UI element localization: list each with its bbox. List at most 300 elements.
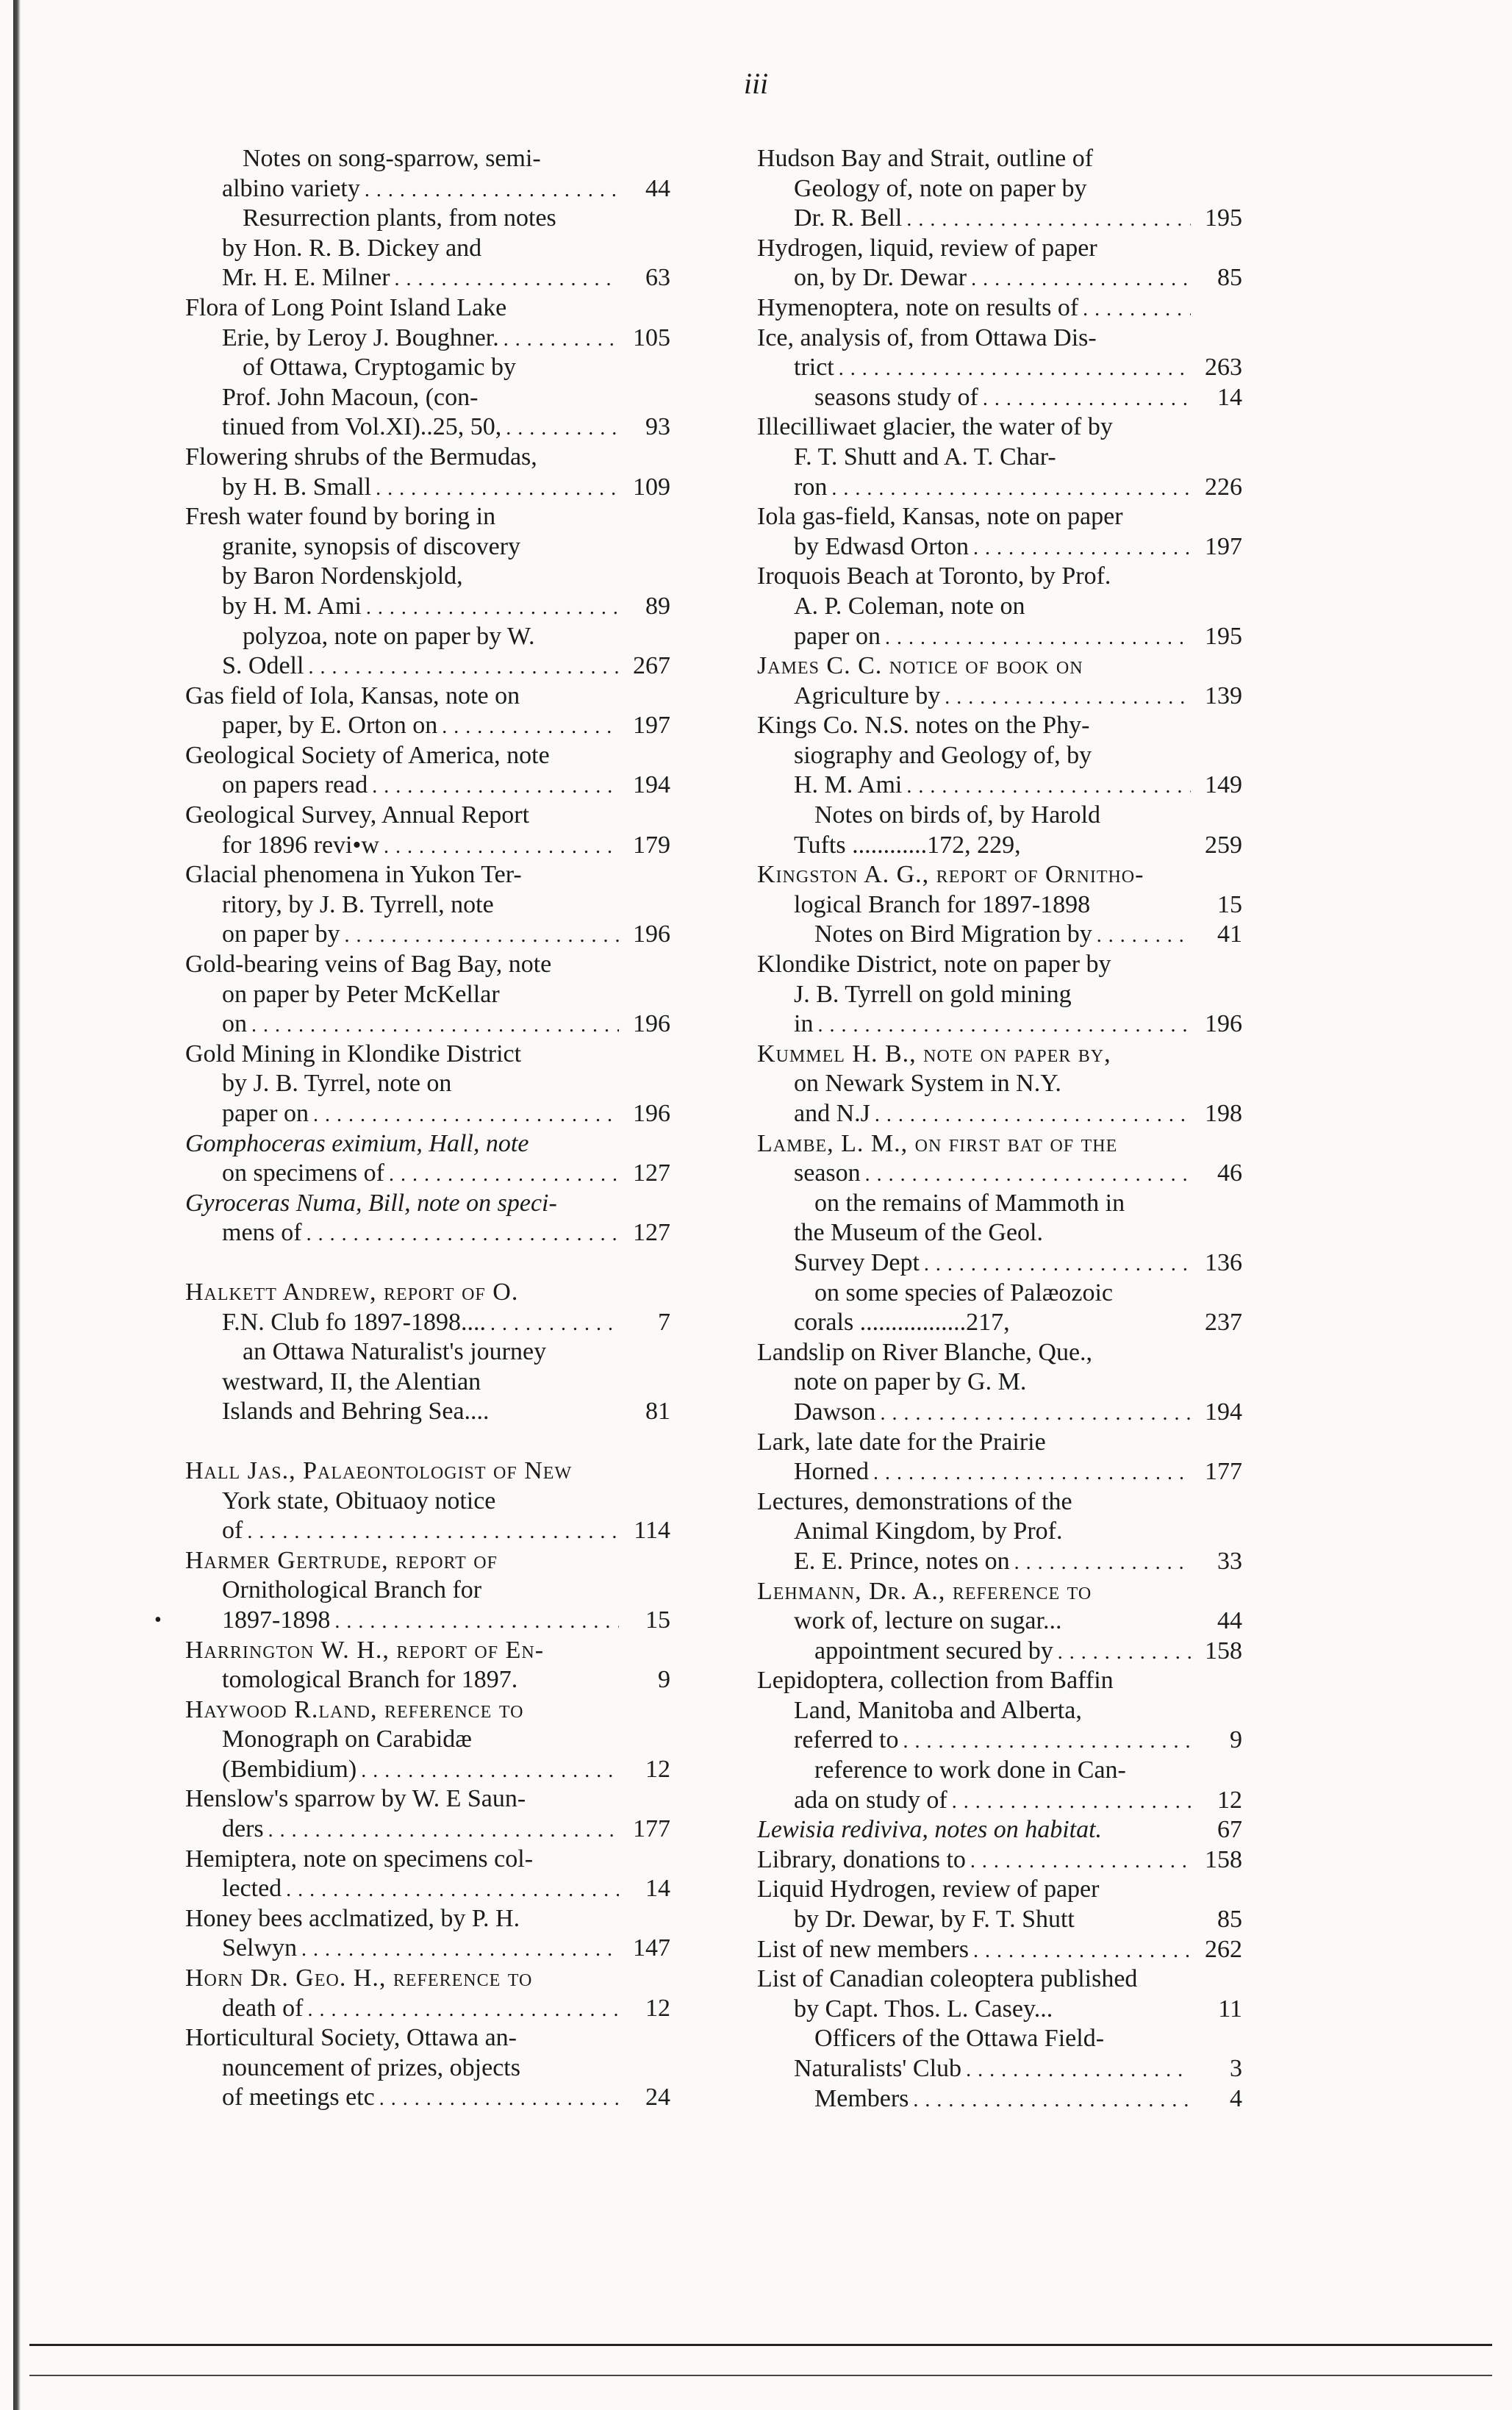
index-entry-line — [757, 1398, 1242, 1428]
entry-text: Iroquois Beach at Toronto, by Prof. — [757, 562, 1111, 590]
page-reference: 44 — [1217, 1607, 1242, 1635]
index-entry-line — [185, 1636, 670, 1666]
index-entry-line — [757, 443, 1242, 473]
index-entry-line — [185, 353, 670, 383]
entry-text: Lark, late date for the Prairie — [757, 1428, 1046, 1456]
page-reference: 177 — [1205, 1458, 1242, 1486]
entry-text: Prof. John Macoun, (con- — [222, 383, 479, 411]
entry-text: by Dr. Dewar, by F. T. Shutt — [794, 1906, 1075, 1934]
page-reference: 196 — [633, 920, 670, 948]
entry-text: albino variety — [222, 174, 360, 202]
entry-text: List of Canadian coleoptera published — [757, 1965, 1138, 1993]
entry-text: by J. B. Tyrrel, note on — [222, 1070, 452, 1098]
index-entry-line — [185, 1546, 670, 1576]
dot-leader — [973, 532, 1191, 564]
entry-text: James C. C. notice of book on — [757, 652, 1083, 680]
entry-text: Animal Kingdom, by Prof. — [794, 1517, 1063, 1545]
index-entry-line — [185, 1994, 670, 2024]
entry-text: List of new members — [757, 1935, 969, 1963]
index-entry — [185, 1278, 670, 1337]
index-entry-line — [185, 323, 670, 354]
entry-text: on some species of Palæozoic — [814, 1279, 1114, 1306]
page-reference: 196 — [1205, 1010, 1242, 1038]
entry-text: Members — [814, 2084, 909, 2112]
entry-text: Tufts ............172, 229, — [794, 831, 1021, 859]
entry-text: Land, Manitoba and Alberta, — [794, 1696, 1082, 1724]
entry-text: on — [222, 1010, 247, 1038]
index-entry — [185, 622, 670, 682]
dot-leader — [970, 1845, 1191, 1877]
entry-text: Honey bees acclmatized, by P. H. — [185, 1904, 520, 1932]
index-entry — [185, 741, 670, 801]
index-entry-line — [185, 1784, 670, 1814]
entry-text: on the remains of Mammoth in — [814, 1189, 1125, 1217]
index-entry — [757, 502, 1242, 562]
page-reference: 9 — [1230, 1726, 1242, 1754]
page-reference: 149 — [1205, 771, 1242, 799]
dot-leader — [1097, 920, 1191, 951]
entry-text: of — [222, 1517, 243, 1545]
entry-text: an Ottawa Naturalist's journey — [243, 1338, 547, 1366]
dot-leader — [376, 473, 619, 504]
index-entry — [185, 443, 670, 502]
index-entry — [757, 1279, 1242, 1338]
page-reference: 196 — [633, 1100, 670, 1127]
index-entry-line — [185, 1367, 670, 1398]
entry-text: by Hon. R. B. Dickey and — [222, 234, 482, 262]
page-reference: 81 — [645, 1398, 670, 1426]
index-entry-line — [757, 1815, 1242, 1845]
index-entry — [757, 1487, 1242, 1577]
entry-text: Haywood R.land, reference to — [185, 1695, 524, 1723]
index-entry-line — [757, 741, 1242, 771]
page-reference: 41 — [1217, 920, 1242, 948]
index-entry-line — [185, 1755, 670, 1785]
entry-text: ritory, by J. B. Tyrrell, note — [222, 890, 494, 918]
dot-leader — [971, 263, 1191, 295]
entry-text: Officers of the Ottawa Field- — [814, 2025, 1105, 2053]
index-entry-line — [757, 2054, 1242, 2084]
index-entry-line — [757, 1279, 1242, 1309]
binding-edge — [13, 0, 21, 2410]
entry-text: Geological Society of America, note — [185, 741, 550, 769]
index-entry — [757, 412, 1242, 502]
dot-leader — [1083, 293, 1191, 325]
index-entry-line — [757, 1696, 1242, 1726]
index-entry — [757, 1637, 1242, 1667]
index-entry-line — [185, 383, 670, 413]
dot-leader — [952, 1786, 1191, 1817]
entry-text: Mr. H. E. Milner — [222, 264, 390, 292]
index-entry-line — [757, 890, 1242, 920]
dot-leader — [875, 1099, 1191, 1131]
dot-leader — [334, 1606, 619, 1637]
index-entry-line — [757, 1308, 1242, 1338]
entry-text: by H. B. Small — [222, 473, 372, 501]
index-entry-line — [185, 263, 670, 293]
dot-leader — [913, 2084, 1191, 2116]
index-entry-line — [757, 323, 1242, 354]
index-entry-line — [185, 1606, 670, 1636]
entry-text: Horned — [794, 1458, 869, 1486]
index-entry — [757, 1040, 1242, 1129]
index-entry-line — [185, 1218, 670, 1248]
entry-text: Fresh water found by boring in — [185, 503, 496, 531]
index-entry-line — [757, 1428, 1242, 1458]
entry-text: by Baron Nordenskjold, — [222, 562, 463, 590]
index-entry — [757, 323, 1242, 383]
index-entry-line — [757, 1875, 1242, 1905]
page-reference: 177 — [633, 1815, 670, 1843]
index-entry-line — [185, 1934, 670, 1964]
dot-leader — [308, 651, 619, 683]
entry-text: Flowering shrubs of the Bermudas, — [185, 443, 537, 471]
page-reference: 12 — [1217, 1786, 1242, 1814]
entry-text: Hemiptera, note on specimens col- — [185, 1845, 534, 1873]
index-entry-line — [185, 1725, 670, 1755]
index-entry — [757, 1935, 1242, 1965]
page-reference: 3 — [1230, 2055, 1242, 2082]
index-entry-line — [757, 1935, 1242, 1965]
entry-text: Resurrection plants, from notes — [243, 204, 556, 232]
index-entry-line — [185, 1278, 670, 1308]
index-entry-line — [757, 1637, 1242, 1667]
entry-text: J. B. Tyrrell on gold mining — [794, 980, 1072, 1008]
dot-leader — [1014, 1547, 1191, 1578]
dot-leader — [247, 1516, 619, 1548]
index-entry-line — [185, 2053, 670, 2084]
entry-text: Islands and Behring Sea.... — [222, 1398, 490, 1426]
dot-leader — [307, 1994, 619, 2025]
entry-text: lected — [222, 1875, 282, 1903]
index-entry-line — [185, 801, 670, 831]
index-column-right — [757, 144, 1242, 2114]
entry-text: Dr. R. Bell — [794, 204, 903, 232]
entry-text: of meetings etc — [222, 2084, 375, 2112]
page-reference: 158 — [1205, 1845, 1242, 1873]
index-entry-line — [757, 1009, 1242, 1040]
entry-text: work of, lecture on sugar... — [794, 1607, 1062, 1635]
dot-leader — [880, 1398, 1191, 1429]
entry-text: tomological Branch for 1897. — [222, 1666, 518, 1694]
entry-text: S. Odell — [222, 652, 304, 680]
entry-text: E. E. Prince, notes on — [794, 1547, 1010, 1575]
page-reference: 33 — [1217, 1547, 1242, 1575]
index-entry-line — [185, 1904, 670, 1934]
index-entry-line — [185, 1874, 670, 1904]
index-entry-line — [757, 1845, 1242, 1876]
dot-leader — [504, 323, 619, 355]
index-entry-line — [757, 1248, 1242, 1279]
index-entry — [757, 711, 1242, 801]
index-entry-line — [185, 144, 670, 174]
entry-text: Klondike District, note on paper by — [757, 951, 1111, 979]
index-entry — [757, 651, 1242, 711]
index-entry-line — [185, 1040, 670, 1070]
page-reference: 93 — [645, 413, 670, 441]
page-reference: 85 — [1217, 264, 1242, 292]
entry-gap — [185, 1248, 670, 1278]
entry-text: Harmer Gertrude, report of — [185, 1546, 498, 1574]
dot-leader — [817, 1009, 1191, 1041]
index-entry-line — [757, 293, 1242, 323]
page-reference: 114 — [634, 1517, 670, 1545]
index-entry-line — [757, 1666, 1242, 1696]
index-entry — [185, 2023, 670, 2113]
entry-text: Hydrogen, liquid, review of paper — [757, 234, 1097, 262]
entry-text: Library, donations to — [757, 1845, 966, 1873]
page-reference: 4 — [1230, 2084, 1242, 2112]
page-reference: 195 — [1205, 622, 1242, 650]
index-entry-line — [757, 592, 1242, 622]
index-entry-line — [185, 1159, 670, 1189]
index-entry-line — [757, 1905, 1242, 1935]
page-reference: 15 — [645, 1606, 670, 1634]
entry-text: Naturalists' Club — [794, 2055, 962, 2082]
index-entry-line — [757, 1786, 1242, 1816]
entry-text: Geological Survey, Annual Report — [185, 801, 530, 829]
index-entry — [757, 562, 1242, 651]
page-reference: 14 — [645, 1875, 670, 1903]
index-entry-line — [757, 1964, 1242, 1995]
entry-text: trict — [794, 354, 834, 382]
entry-text: westward, II, the Alentian — [222, 1367, 481, 1395]
dot-leader — [973, 1935, 1191, 1967]
index-entry-line — [185, 204, 670, 234]
entry-text: Lepidoptera, collection from Baffin — [757, 1667, 1114, 1695]
index-entry-line — [757, 682, 1242, 712]
entry-text: Agriculture by — [794, 682, 941, 709]
page-reference: 197 — [1205, 532, 1242, 560]
index-entry-line — [757, 502, 1242, 532]
index-entry-line — [185, 1069, 670, 1099]
entry-text: in — [794, 1010, 814, 1038]
dot-leader — [384, 831, 619, 862]
index-entry-line — [185, 1337, 670, 1367]
index-entry — [185, 1040, 670, 1129]
entry-text: Gas field of Iola, Kansas, note on — [185, 682, 520, 709]
dot-leader — [313, 1099, 619, 1131]
index-entry-line — [185, 622, 670, 652]
index-entry — [757, 1845, 1242, 1876]
index-entry-line — [185, 1487, 670, 1517]
index-entry-line — [185, 831, 670, 861]
page-reference: 198 — [1205, 1100, 1242, 1127]
index-entry-line — [757, 1129, 1242, 1159]
index-entry-line — [185, 682, 670, 712]
footer-rule — [29, 2344, 1492, 2346]
entry-text: paper, by E. Orton on — [222, 712, 438, 740]
entry-text: Ornithological Branch for — [222, 1576, 482, 1604]
entry-text: on, by Dr. Dewar — [794, 264, 967, 292]
dot-leader — [865, 1159, 1191, 1190]
page-reference: 147 — [633, 1934, 670, 1962]
index-entry — [185, 1546, 670, 1636]
dot-leader — [372, 770, 619, 802]
entry-text: A. P. Coleman, note on — [794, 592, 1025, 620]
index-entry-line — [185, 1129, 670, 1159]
index-entry-line — [757, 1099, 1242, 1129]
index-entry — [185, 1189, 670, 1248]
index-entry-line — [185, 890, 670, 920]
entry-text: Survey Dept — [794, 1248, 920, 1276]
index-entry-line — [185, 443, 670, 473]
entry-text: by Capt. Thos. L. Casey... — [794, 1995, 1053, 2023]
index-entry-line — [185, 741, 670, 771]
entry-text: appointment secured by — [814, 1637, 1053, 1665]
index-entry-line — [185, 473, 670, 503]
index-entry — [757, 1189, 1242, 1279]
entry-text: on paper by Peter McKellar — [222, 980, 500, 1008]
index-entry — [185, 1904, 670, 1964]
page-reference: 12 — [645, 1994, 670, 2022]
entry-text: Ice, analysis of, from Ottawa Dis- — [757, 323, 1097, 351]
index-entry-line — [185, 2083, 670, 2113]
page-reference: 9 — [658, 1666, 670, 1694]
entry-text: by Edwasd Orton — [794, 532, 969, 560]
index-entry-line — [185, 1665, 670, 1695]
index-entry-line — [185, 980, 670, 1010]
index-entry — [185, 1636, 670, 1695]
entry-text: Kingston A. G., report of Ornitho- — [757, 861, 1144, 889]
entry-text: 1897-1898 — [222, 1606, 331, 1634]
entry-text: Gold Mining in Klondike District — [185, 1040, 522, 1068]
index-entry — [185, 204, 670, 293]
page-reference: 194 — [1205, 1398, 1242, 1426]
index-entry-line — [757, 1159, 1242, 1189]
entry-text: H. M. Ami — [794, 771, 903, 799]
page-reference: 24 — [645, 2084, 670, 2112]
dot-leader — [903, 1726, 1191, 1757]
page-reference: 195 — [1205, 204, 1242, 232]
index-entry — [185, 860, 670, 950]
index-entry — [757, 2084, 1242, 2114]
entry-text: on papers read — [222, 771, 368, 799]
index-entry-line — [757, 1487, 1242, 1517]
entry-text: reference to work done in Can- — [814, 1756, 1126, 1784]
page-reference: 89 — [645, 592, 670, 620]
dot-leader — [395, 263, 619, 295]
index-entry — [757, 950, 1242, 1040]
entry-text: Notes on Bird Migration by — [814, 920, 1092, 948]
index-entry-line — [757, 1069, 1242, 1099]
index-entry-line — [185, 920, 670, 950]
index-entry — [185, 1337, 670, 1427]
dot-leader — [983, 383, 1191, 415]
index-entry — [185, 1695, 670, 1785]
index-entry-line — [757, 1547, 1242, 1577]
entry-text: nouncement of prizes, objects — [222, 2053, 520, 2081]
page-reference: 267 — [633, 652, 670, 680]
index-entry-line — [185, 1009, 670, 1040]
index-entry — [185, 1964, 670, 2023]
entry-text: mens of — [222, 1219, 302, 1247]
entry-text: Horticultural Society, Ottawa an- — [185, 2024, 517, 2052]
dot-leader — [361, 1755, 619, 1787]
index-entry — [757, 1875, 1242, 1934]
dot-leader — [345, 920, 619, 951]
entry-text: and N.J — [794, 1100, 870, 1127]
page-reference: 85 — [1217, 1906, 1242, 1934]
page-reference: 67 — [1217, 1816, 1242, 1844]
page-reference: 44 — [645, 174, 670, 202]
page-reference: 226 — [1205, 473, 1242, 501]
index-entry-line — [757, 1517, 1242, 1547]
index-entry-line — [757, 1756, 1242, 1786]
entry-text: Erie, by Leroy J. Boughner. — [222, 323, 499, 351]
entry-text: note on paper by G. M. — [794, 1368, 1027, 1396]
index-entry-line — [185, 234, 670, 264]
index-entry-line — [757, 801, 1242, 831]
page-reference: 15 — [1217, 890, 1242, 918]
dot-leader — [966, 2054, 1191, 2086]
dot-leader — [307, 1218, 619, 1250]
dot-leader — [366, 592, 619, 623]
page-number: iii — [743, 67, 769, 100]
dot-leader — [301, 1934, 619, 1965]
page-reference: 109 — [633, 473, 670, 501]
entry-text: Henslow's sparrow by W. E Saun- — [185, 1785, 526, 1813]
index-entry-line — [757, 204, 1242, 234]
index-entry-line — [185, 1576, 670, 1606]
index-entry-line — [757, 1457, 1242, 1487]
index-entry — [757, 1666, 1242, 1756]
entry-text: death of — [222, 1994, 304, 2022]
footer-rule-bottom — [29, 2375, 1492, 2376]
index-entry — [757, 1577, 1242, 1637]
page-reference: 127 — [633, 1219, 670, 1247]
entry-text: York state, Obituaoy notice — [222, 1487, 496, 1515]
index-column-left — [185, 144, 670, 2113]
entry-text: Lehmann, Dr. A., reference to — [757, 1577, 1092, 1605]
index-entry-line — [757, 1367, 1242, 1398]
dot-leader — [365, 174, 619, 206]
entry-text: ron — [794, 473, 828, 501]
index-entry-line — [757, 1606, 1242, 1637]
page-reference: 46 — [1217, 1159, 1242, 1187]
index-entry-line — [757, 412, 1242, 443]
dot-leader — [268, 1814, 619, 1846]
entry-gap — [185, 1427, 670, 1456]
index-entry-line — [757, 831, 1242, 861]
index-entry-line — [185, 1516, 670, 1546]
index-entry-line — [185, 950, 670, 980]
entry-text: polyzoa, note on paper by W. — [243, 622, 535, 650]
entry-text: seasons study of — [814, 383, 978, 411]
index-entry-line — [185, 1845, 670, 1875]
entry-text: on paper by — [222, 920, 340, 948]
entry-text: logical Branch for 1897-1898 — [794, 890, 1091, 918]
page-reference: 179 — [633, 831, 670, 859]
entry-text: Liquid Hydrogen, review of paper — [757, 1876, 1100, 1903]
entry-text: ada on study of — [794, 1786, 947, 1814]
entry-text: referred to — [794, 1726, 899, 1754]
entry-text: Lectures, demonstrations of the — [757, 1487, 1072, 1515]
entry-text: (Bembidium) — [222, 1755, 357, 1783]
index-entry-line — [185, 1099, 670, 1129]
index-entry — [757, 1428, 1242, 1487]
index-entry-line — [757, 234, 1242, 264]
dot-leader — [251, 1009, 619, 1041]
index-entry — [185, 1129, 670, 1189]
index-entry — [757, 801, 1242, 860]
index-entry-line — [185, 1189, 670, 1219]
page-reference: 14 — [1217, 383, 1242, 411]
entry-text: for 1896 revi•w — [222, 831, 379, 859]
index-entry-line — [185, 1397, 670, 1427]
entry-text: Glacial phenomena in Yukon Ter- — [185, 861, 522, 889]
index-entry-line — [757, 383, 1242, 413]
